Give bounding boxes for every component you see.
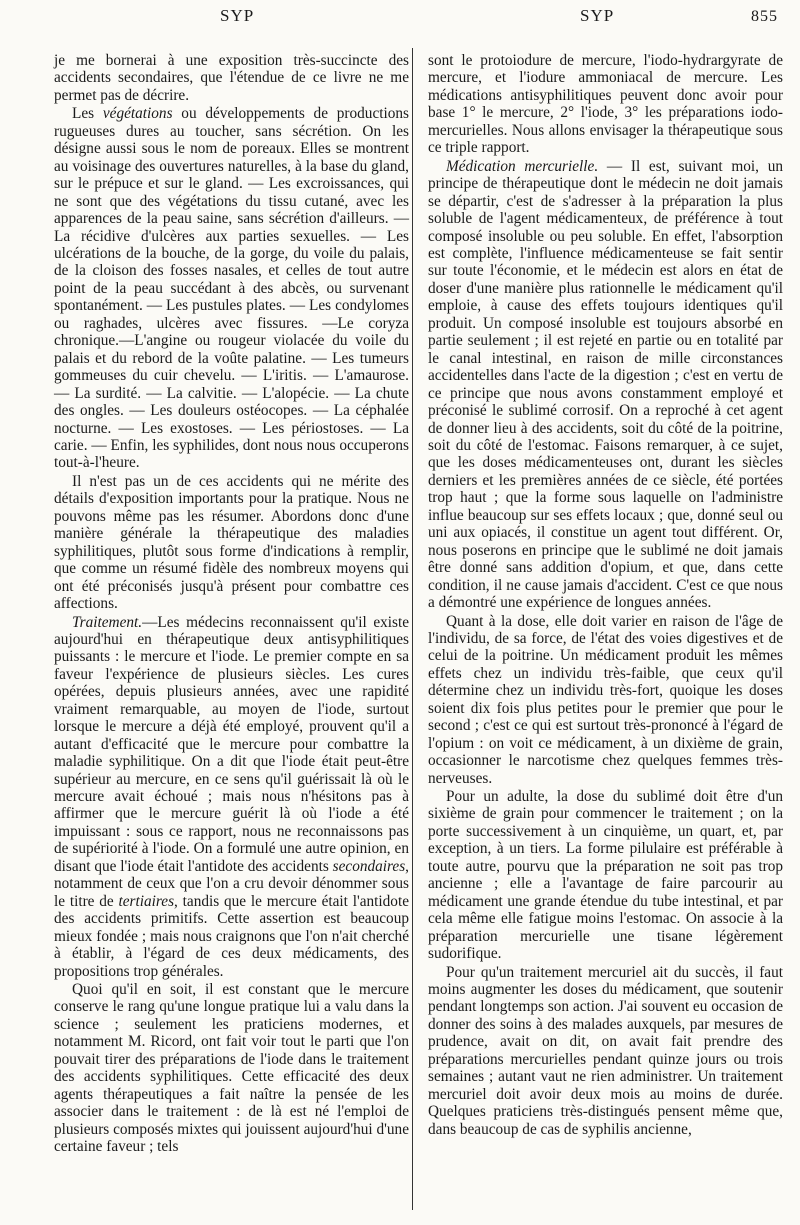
- term-vegetations: végétations: [102, 105, 173, 123]
- paragraph-dose: Quant à la dose, elle doit varier en raison de l'âge de l'individu, de sa force, de l'état des voies digestives et de celui de la poitrine. Un médicament produit les mêmes effets chez un individu très-faible, que ceux qu'il détermine chez un individu très-fort, quoique les doses soient dix fois plus petites pour le premier que pour le second ; c'est ce qui est surtout très-prononcé à l'égard de l'opium : on voit ce médicament, à un dixième de grain, occasionner le narcotisme chez quelques femmes très-nerveuses.: [428, 612, 783, 787]
- term-tertiaires: tertiaires: [118, 892, 175, 910]
- paragraph-adulte: Pour un adulte, la dose du sublimé doit être d'un sixième de grain pour commencer le traitement ; on la porte successivement à un cinquième, un quart, et, par exception, à un tiers. La forme pilulaire est préférable à toute autre, pourvu que la préparation ne soit pas trop ancienne ; elle a l'avantage de faire parcourir au médicament une grande étendue du tube intestinal, et par cela même elle fatigue moins l'estomac. On associe à la préparation mercurielle une tisane légèrement sudorifique.: [428, 788, 783, 963]
- paragraph-traitement-mercuriel: Pour qu'un traitement mercuriel ait du succès, il faut moins augmenter les doses du médicament, que soutenir pendant longtemps son action. J'ai souvent eu occasion de donner des soins à des malades auxquels, par mesures de prudence, avait on dit, on avait fait prendre des préparations mercurielles pendant quinze jours ou trois semaines ; autant vaut ne rien administrer. Un traitement mercuriel doit avoir deux mois au moins de durée. Quelques praticiens très-distingués pensent même que, dans beaucoup de cas de syphilis ancienne,: [428, 963, 783, 1138]
- paragraph-text: , tandis que le mercure était l'antidote des accidents primitifs. Cette assertion est beaucoup mieux fondée ; mais nous craignons que l'on n'ait cherché à établir, à l'égard de ces deux médicaments, des propositions trop générales.: [54, 892, 409, 980]
- paragraph-medication-mercurielle: [428, 158, 783, 612]
- paragraph-text: — Il est, suivant moi, un principe de thérapeutique dont le médecin ne doit jamais se départir, c'est de s'adresser à la préparation la plus soluble de l'agent médicamenteux, de préférence à tout composé insoluble ou peu soluble. En effet, l'absorption est complète, l'influence médicamenteuse se fait sentir sur toute l'économie, et le médecin est alors en état de doser d'une manière plus rationnelle le médicament qu'il emploie, à cause des effets toujours identiques qu'il produit. Un composé insoluble est toujours absorbé en partie seulement ; il est rejeté en partie ou en totalité par le canal intestinal, en raison de mille circonstances accidentelles dans l'acte de la digestion ; c'est en vertu de ce principe que nous avons constamment employé et préconisé le sublimé corrosif. On a reproché à cet agent de donner lieu à des accidents, soit du côté de la poitrine, soit du côté de l'estomac. Faisons remarquer, à ce sujet, que les doses médicamenteuses ont, durant les siècles derniers et les premières années de ce siècle, été portées trop haut ; que la forme sous laquelle on l'administre influe beaucoup sur ses effets locaux ; que, donné seul ou uni aux opiacés, il constitue un agent tout différent. Or, nous poserons en principe que le sublimé ne doit jamais être donné sans addition d'opium, et que, dans cette condition, il ne cause jamais d'accident. C'est ce que nous a démontré une expérience de longues années.: [428, 157, 783, 612]
- section-heading-medication-mercurielle: Médication mercurielle.: [446, 157, 599, 175]
- paragraph-continuation: je me bornerai à une exposition très-succincte des accidents secondaires, que l'étendue de ce livre ne me permet pas de décrire.: [54, 52, 409, 104]
- column-divider: [412, 48, 413, 1210]
- section-heading-traitement: Traitement.: [72, 613, 143, 631]
- paragraph-vegetations: [54, 105, 409, 472]
- left-column: [54, 52, 409, 1156]
- paragraph-accidents: Il n'est pas un de ces accidents qui ne mérite des détails d'exposition importants pour la pratique. Nous ne pouvons même pas les résumer. Abordons donc d'une manière générale la thérapeutique des maladies syphilitiques, plutôt sous forme d'indications à remplir, que comme un résumé fidèle des nombreux moyens qui ont été préconisés jusqu'à présent pour combattre ces affections.: [54, 472, 409, 613]
- paragraph-lead: Les: [72, 105, 103, 123]
- running-head-right: SYP: [580, 6, 615, 25]
- right-column: [428, 52, 783, 1138]
- paragraph-ricord: Quoi qu'il en soit, il est constant que le mercure conserve le rang qu'une longue pratique lui a valu dans la science ; seulement les praticiens modernes, et notamment M. Ricord, ont fait voir tout le parti que l'on pouvait tirer des préparations de l'iode dans le traitement des accidents syphilitiques. Cette efficacité des deux agents thérapeutiques a fait naître la pensée de les associer dans le traitement : de là est né l'emploi de plusieurs composés mixtes qui jouissent aujourd'hui d'une certaine faveur ; tels: [54, 981, 409, 1156]
- paragraph-traitement: [54, 614, 409, 981]
- term-secondaires: secondaires: [332, 857, 406, 875]
- page-number: 855: [751, 8, 778, 25]
- paragraph-text: , notamment de ceux que l'on a cru devoir dénommer sous le titre de: [54, 857, 409, 910]
- running-head-left: SYP: [220, 6, 255, 25]
- paragraph-continuation: sont le protoiodure de mercure, l'iodo-hydrargyrate de mercure, et l'iodure ammoniacal de mercure. Les médications antisyphilitiques peuvent donc avoir pour base 1° le mercure, 2° l'iode, 3° les préparations iodo-mercurielles. Nous allons envisager la thérapeutique sous ce triple rapport.: [428, 52, 783, 157]
- paragraph-text: —Les médecins reconnaissent qu'il existe aujourd'hui en thérapeutique deux antisyphilitiques puissants : le mercure et l'iode. Le premier compte en sa faveur l'expérience de plusieurs siècles. Les cures opérées, depuis plusieurs années, avec une rapidité vraiment remarquable, au moyen de l'iode, surtout lorsque le mercure a déjà été employé, prouvent qu'il a autant d'efficacité que le mercure pour combattre la maladie syphilitique. On a dit que l'iode était peut-être supérieur au mercure, en ce sens qu'il guérissait là où le mercure avait échoué ; mais nous n'hésitons pas à affirmer que le mercure guérit là où l'iode a été impuissant : sous ce rapport, nous ne reconnaissons pas de supériorité à l'iode. On a formulé une autre opinion, en disant que l'iode était l'antidote des accidents: [54, 613, 409, 875]
- paragraph-text: ou développements de productions rugueuses dures au toucher, sans sécrétion. On les désigne aussi sous le nom de poreaux. Elles se montrent au voisinage des ouvertures naturelles, à la base du gland, sur le prépuce et sur le gland. — Les excroissances, qui ne sont que des végétations du tissu cutané, avec les apparences de la peau saine, sans sécrétion d'ailleurs. — La récidive d'ulcères aux parties sexuelles. — Les ulcérations de la bouche, de la gorge, du voile du palais, de la cloison des fosses nasales, et celles de tout autre point de la peau succédant à des abcès, ou survenant spontanément. — Les pustules plates. — Les condylomes ou raghades, ulcères avec fissures. —Le coryza chronique.—L'angine ou rougeur violacée du voile du palais et du rebord de la voûte palatine. — Les tumeurs gommeuses du cuir chevelu. — L'iritis. — L'amaurose. — La surdité. — La calvitie. — L'alopécie. — La chute des ongles. — Les douleurs ostéocopes. — La céphalée nocturne. — Les exostoses. — Les périostoses. — La carie. — Enfin, les syphilides, dont nous nous occuperons tout-à-l'heure.: [54, 105, 409, 472]
